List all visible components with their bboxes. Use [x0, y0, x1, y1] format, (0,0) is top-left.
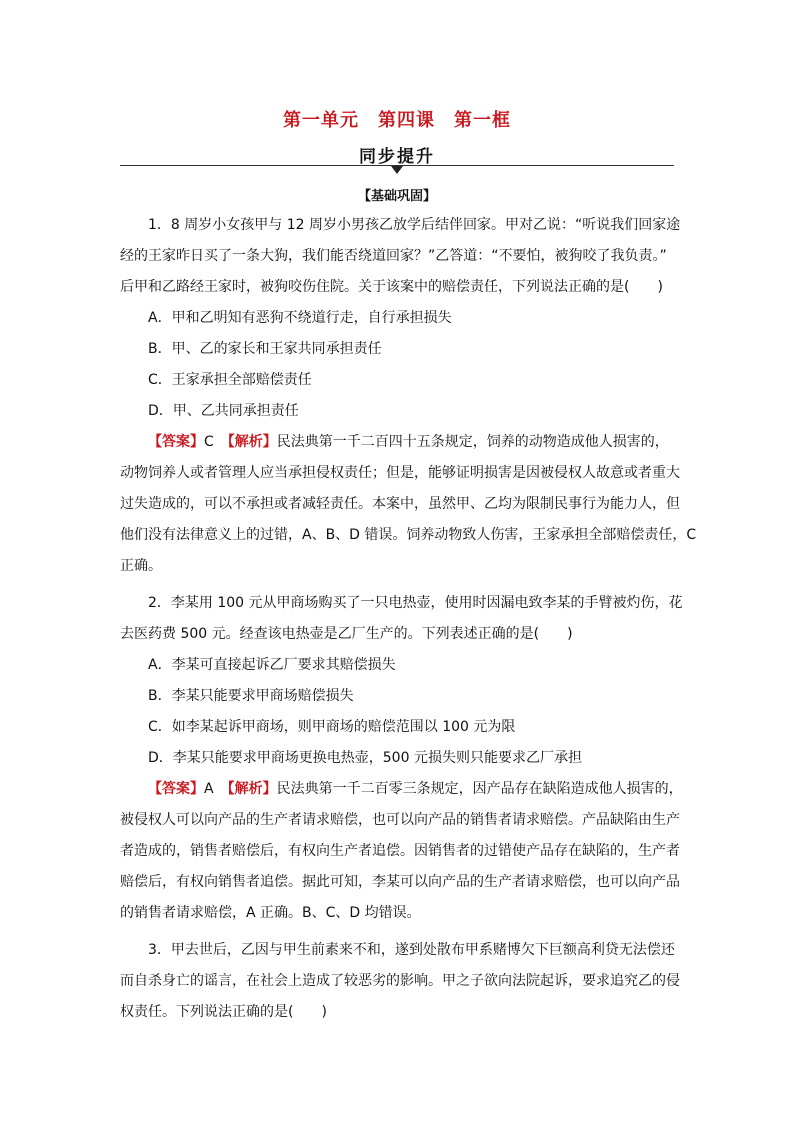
question-1-line: 1．8 周岁小女孩甲与 12 周岁小男孩乙放学后结伴回家。甲对乙说：“听说我们回家途	[148, 217, 681, 233]
question-1-line: 后甲和乙路经王家时，被狗咬伤住院。关于该案中的赔偿责任，下列说法正确的是( )	[120, 279, 663, 295]
analysis-text: 他们没有法律意义上的过错，A、B、D 错误。饲养动物致人伤害，王家承担全部赔偿责任，C	[120, 527, 697, 543]
question-2-answer-line	[148, 778, 683, 798]
analysis-text: 被侵权人可以向产品的生产者请求赔偿，也可以向产品的销售者请求赔偿。产品缺陷由生产	[120, 812, 680, 828]
question-2-option-d: D．李某只能要求甲商场更换电热壶，500 元损失则只能要求乙厂承担	[148, 750, 582, 766]
answer-tag: 【答案】	[148, 434, 204, 450]
question-1-option-d: D．甲、乙共同承担责任	[148, 403, 299, 419]
question-1-answer-line	[148, 431, 680, 451]
lesson-title: 第一单元 第四课 第一框	[283, 110, 511, 131]
triangle-marker-icon	[391, 166, 403, 174]
analysis-text: 过失造成的，可以不承担或者减轻责任。本案中，虽然甲、乙均为限制民事行为能力人，但	[120, 496, 680, 512]
question-3-line: 3．甲去世后，乙因与甲生前素来不和，遂到处散布甲系赌博欠下巨额高利贷无法偿还	[148, 942, 675, 958]
analysis-text: 赔偿后，有权向销售者追偿。据此可知，李某可以向产品的生产者请求赔偿，也可以向产品	[120, 874, 680, 890]
answer-tag: 【答案】	[148, 781, 204, 797]
analysis-text: 民法典第一千二百四十五条规定，饲养的动物造成他人损害的，	[276, 434, 669, 450]
answer-letter: C	[204, 434, 214, 450]
question-2-line: 去医药费 500 元。经查该电热壶是乙厂生产的。下列表述正确的是( )	[120, 626, 573, 642]
analysis-text: 者造成的，销售者赔偿后，有权向生产者追偿。因销售者的过错使产品存在缺陷的，生产者	[120, 843, 680, 859]
lesson-subtitle: 同步提升	[359, 147, 435, 167]
question-3-line: 而自杀身亡的谣言，在社会上造成了较恶劣的影响。甲之子欲向法院起诉，要求追究乙的侵	[120, 973, 680, 989]
answer-letter: A	[204, 781, 214, 797]
analysis-text: 正确。	[120, 558, 162, 574]
analysis-text: 的销售者请求赔偿，A 正确。B、C、D 均错误。	[120, 905, 421, 921]
section-heading: 【基础巩固】	[357, 189, 436, 204]
analysis-tag: 【解析】	[227, 781, 277, 797]
question-1-option-a: A．甲和乙明知有恶狗不绕道行走，自行承担损失	[148, 310, 452, 326]
question-2-option-b: B．李某只能要求甲商场赔偿损失	[148, 688, 354, 704]
question-3-line: 权责任。下列说法正确的是( )	[120, 1004, 327, 1020]
analysis-text: 动物饲养人或者管理人应当承担侵权责任；但是，能够证明损害是因被侵权人故意或者重大	[120, 465, 680, 481]
question-2-option-a: A．李某可直接起诉乙厂要求其赔偿损失	[148, 657, 396, 673]
question-1-option-c: C．王家承担全部赔偿责任	[148, 372, 312, 388]
question-1-line: 经的王家昨日买了一条大狗，我们能否绕道回家？”乙答道：“不要怕，被狗咬了我负责。”	[120, 248, 667, 264]
question-1-option-b: B．甲、乙的家长和王家共同承担责任	[148, 341, 382, 357]
question-2-option-c: C．如李某起诉甲商场，则甲商场的赔偿范围以 100 元为限	[148, 719, 516, 735]
analysis-text: 民法典第一千二百零三条规定，因产品存在缺陷造成他人损害的，	[276, 781, 683, 797]
question-2-line: 2．李某用 100 元从甲商场购买了一只电热壶，使用时因漏电致李某的手臂被灼伤，花	[148, 595, 683, 611]
analysis-tag: 【解析】	[227, 434, 277, 450]
